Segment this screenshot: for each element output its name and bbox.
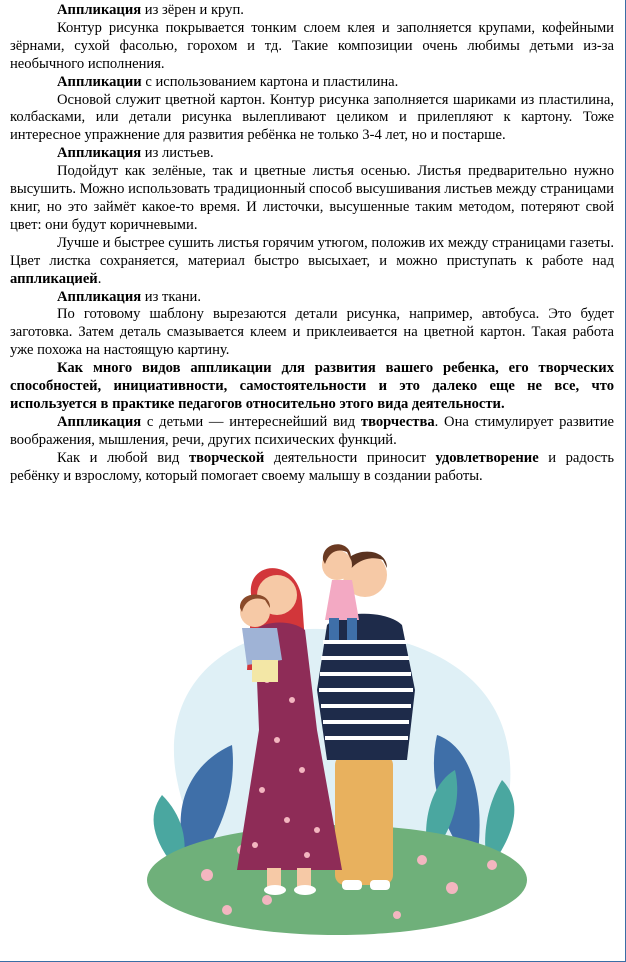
bold-text: творческой bbox=[188, 449, 265, 466]
family-illustration bbox=[137, 530, 537, 950]
bold-text: Аппликация bbox=[57, 145, 142, 162]
bold-text: Аппликации bbox=[57, 73, 142, 90]
paragraph bbox=[10, 163, 614, 235]
text-run: По готовому шаблону вырезаются детали рисунка, например, автобуса. Это будет заготовка. Затем деталь смазывается клеем и приклеивается на цветной картон. Такая работа уже похожа на настоящую картину. bbox=[10, 306, 614, 359]
paragraph bbox=[10, 360, 614, 414]
paragraph bbox=[10, 92, 614, 146]
text-run: . Она стимулирует развитие воображения, мышления, речи, других психических функций. bbox=[10, 413, 614, 448]
paragraph bbox=[10, 74, 614, 92]
text-run: Контур рисунка покрывается тонким слоем клея и заполняется крупами, кофейными зёрнами, сухой фасолью, горохом и тд. Такие композиции очень любимы детьми из-за необычного исполнения. bbox=[10, 19, 614, 72]
text-run: Лучше и быстрее сушить листья горячим утюгом, положив их между страницами газеты. Цвет листка сохраняется, материал быстро высыхает, и можно приступать к работе над bbox=[10, 234, 614, 269]
bold-text: удовлетворение bbox=[435, 449, 539, 466]
text-run: . bbox=[97, 270, 102, 287]
text-run: Основой служит цветной картон. Контур рисунка заполняется шариками из пластилина, колбасками, или детали рисунка вылепливают целиком и прилепляют к картону. Тоже интересное упражнение для развития ребёнка не только 3-4 лет, но и постарше. bbox=[10, 91, 614, 144]
bold-text: Аппликация bbox=[57, 413, 142, 430]
paragraph bbox=[10, 20, 614, 74]
document-text bbox=[10, 2, 614, 485]
paragraph bbox=[10, 145, 614, 163]
text-run: из ткани. bbox=[141, 288, 202, 305]
text-run: Как и любой вид bbox=[57, 449, 189, 466]
bold-text: Аппликация bbox=[57, 2, 142, 18]
text-run: с использованием картона и пластилина. bbox=[141, 73, 399, 90]
text-run: и радость ребёнку и взрослому, который помогает своему малышу в создании работы. bbox=[10, 449, 614, 484]
paragraph bbox=[10, 289, 614, 307]
bold-text: аппликацией bbox=[10, 270, 98, 287]
paragraph bbox=[10, 235, 614, 289]
bold-text: творчества bbox=[360, 413, 435, 430]
dad-legs bbox=[335, 755, 393, 885]
paragraph bbox=[10, 414, 614, 450]
text-run: из листьев. bbox=[141, 145, 214, 162]
text-run: из зёрен и круп. bbox=[141, 2, 244, 18]
paragraph bbox=[10, 306, 614, 360]
bold-text: Как много видов аппликации для развития вашего ребенка, его творческих способностей, инициативности, самостоятельности и это далеко еще не все, что используется в практике педагогов относительно этого вида деятельности. bbox=[10, 360, 614, 412]
bold-text: Аппликация bbox=[57, 288, 142, 305]
text-run: Подойдут как зелёные, так и цветные листья осенью. Листья предварительно нужно высушить. Можно использовать традиционный способ высушивания листьев между страницами книг, но это займёт какое-то время. И листочки, высушенные таким методом, потеряют свой цвет: они будут коричневыми. bbox=[10, 163, 614, 233]
text-run: деятельности приносит bbox=[264, 449, 436, 466]
text-run: с детьми — интереснейший вид bbox=[141, 413, 361, 430]
paragraph bbox=[10, 450, 614, 486]
paragraph bbox=[10, 2, 614, 20]
